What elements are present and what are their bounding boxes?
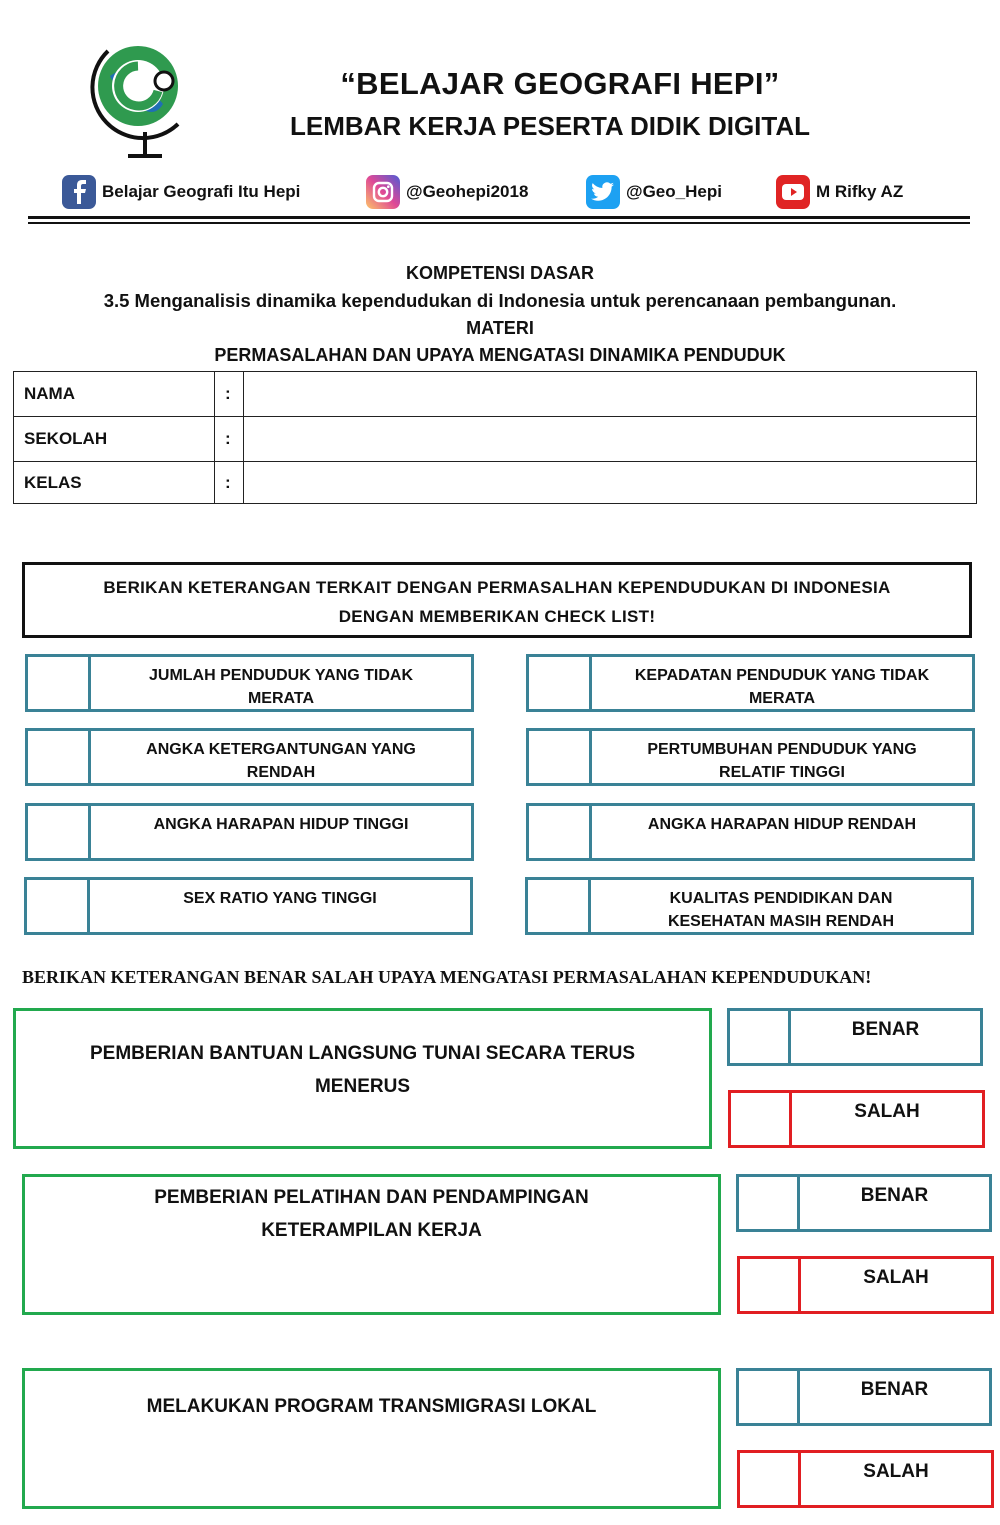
checkbox[interactable] [731, 1093, 792, 1145]
identity-table [13, 371, 977, 504]
globe-logo-icon [88, 36, 188, 161]
social-youtube[interactable] [776, 174, 903, 210]
statement-text: PEMBERIAN PELATIHAN DAN PENDAMPINGAN [154, 1187, 589, 1208]
facebook-icon [62, 175, 96, 209]
checklist-item [526, 803, 975, 861]
checkbox[interactable] [740, 1259, 801, 1311]
item-label: RENDAH [246, 764, 316, 781]
item-label: JUMLAH PENDUDUK YANG TIDAK [148, 667, 414, 684]
item-label: MERATA [748, 690, 816, 707]
statement-text: KETERAMPILAN KERJA [261, 1220, 482, 1241]
checklist-instruction [22, 562, 972, 638]
checklist-item [25, 728, 474, 786]
checklist-item [25, 803, 474, 861]
social-label: @Geo_Hepi [626, 182, 722, 201]
checkbox[interactable] [529, 657, 592, 709]
checklist-item [526, 728, 975, 786]
checklist-item [24, 877, 473, 935]
social-label: M Rifky AZ [816, 182, 904, 201]
social-twitter[interactable] [586, 174, 722, 210]
statement-text: MELAKUKAN PROGRAM TRANSMIGRASI LOKAL [146, 1396, 597, 1417]
benar-option[interactable] [727, 1008, 983, 1066]
social-instagram[interactable] [366, 174, 528, 210]
item-label: ANGKA HARAPAN HIDUP TINGGI [153, 816, 409, 833]
checklist-item [526, 654, 975, 712]
item-label: SEX RATIO YANG TINGGI [183, 890, 377, 907]
checkbox[interactable] [739, 1177, 800, 1229]
item-label: RELATIF TINGGI [719, 764, 845, 781]
instruction-line: DENGAN MEMBERIKAN CHECK LIST! [338, 607, 656, 626]
salah-option[interactable] [737, 1256, 994, 1314]
option-label: SALAH [863, 1461, 929, 1482]
item-label: ANGKA KETERGANTUNGAN YANG [146, 741, 416, 758]
name-field[interactable] [244, 372, 977, 417]
school-label: SEKOLAH [14, 417, 215, 462]
worksheet-subtitle: LEMBAR KERJA PESERTA DIDIK DIGITAL [289, 111, 810, 141]
item-label: ANGKA HARAPAN HIDUP RENDAH [647, 816, 917, 833]
item-label: KUALITAS PENDIDIKAN DAN [669, 890, 893, 907]
checkbox[interactable] [529, 806, 592, 858]
option-label: BENAR [860, 1185, 929, 1206]
option-label: SALAH [854, 1101, 920, 1122]
statement-box [22, 1368, 721, 1509]
statement-box [22, 1174, 721, 1315]
checkbox[interactable] [529, 731, 592, 783]
materi-title: PERMASALAHAN DAN UPAYA MENGATASI DINAMIKA PENDUDUK [214, 345, 786, 365]
separator: : [215, 372, 244, 417]
instruction-line: BERIKAN KETERANGAN TERKAIT DENGAN PERMASALHAN KEPENDUDUKAN DI INDONESIA [103, 578, 891, 597]
checkbox[interactable] [28, 731, 91, 783]
youtube-icon [776, 175, 810, 209]
option-label: BENAR [851, 1019, 920, 1040]
checkbox[interactable] [28, 657, 91, 709]
social-label: @Geohepi2018 [406, 182, 529, 201]
salah-option[interactable] [737, 1450, 994, 1508]
name-label: NAMA [14, 372, 215, 417]
benar-option[interactable] [736, 1368, 992, 1426]
checkbox[interactable] [730, 1011, 791, 1063]
checklist-item [25, 654, 474, 712]
separator: : [215, 417, 244, 462]
header-divider [28, 222, 970, 224]
instagram-icon [366, 175, 400, 209]
truefalse-instruction: BERIKAN KETERANGAN BENAR SALAH UPAYA MENGATASI PERMASALAHAN KEPENDUDUKAN! [22, 967, 872, 987]
class-label: KELAS [14, 462, 215, 504]
school-field[interactable] [244, 417, 977, 462]
separator: : [215, 462, 244, 504]
twitter-icon [586, 175, 620, 209]
statement-text: PEMBERIAN BANTUAN LANGSUNG TUNAI SECARA TERUS [89, 1043, 636, 1064]
class-field[interactable] [244, 462, 977, 504]
header-divider [28, 216, 970, 219]
statement-box [13, 1008, 712, 1149]
checkbox[interactable] [27, 880, 90, 932]
statement-text: MENERUS [314, 1076, 410, 1097]
checkbox[interactable] [739, 1371, 800, 1423]
social-facebook[interactable] [62, 174, 300, 210]
checkbox[interactable] [28, 806, 91, 858]
kd-heading: KOMPETENSI DASAR [405, 263, 594, 283]
materi-heading: MATERI [466, 318, 534, 338]
kd-text: 3.5 Menganalisis dinamika kependudukan di Indonesia untuk perencanaan pembangunan. [103, 290, 897, 311]
item-label: MERATA [247, 690, 315, 707]
item-label: PERTUMBUHAN PENDUDUK YANG [647, 741, 917, 758]
salah-option[interactable] [728, 1090, 985, 1148]
worksheet-title: “BELAJAR GEOGRAFI HEPI” [340, 66, 780, 101]
checklist-item [525, 877, 974, 935]
option-label: SALAH [863, 1267, 929, 1288]
item-label: KESEHATAN MASIH RENDAH [667, 913, 895, 930]
checkbox[interactable] [528, 880, 591, 932]
item-label: KEPADATAN PENDUDUK YANG TIDAK [634, 667, 930, 684]
option-label: BENAR [860, 1379, 929, 1400]
benar-option[interactable] [736, 1174, 992, 1232]
social-label: Belajar Geografi Itu Hepi [102, 182, 301, 201]
checkbox[interactable] [740, 1453, 801, 1505]
